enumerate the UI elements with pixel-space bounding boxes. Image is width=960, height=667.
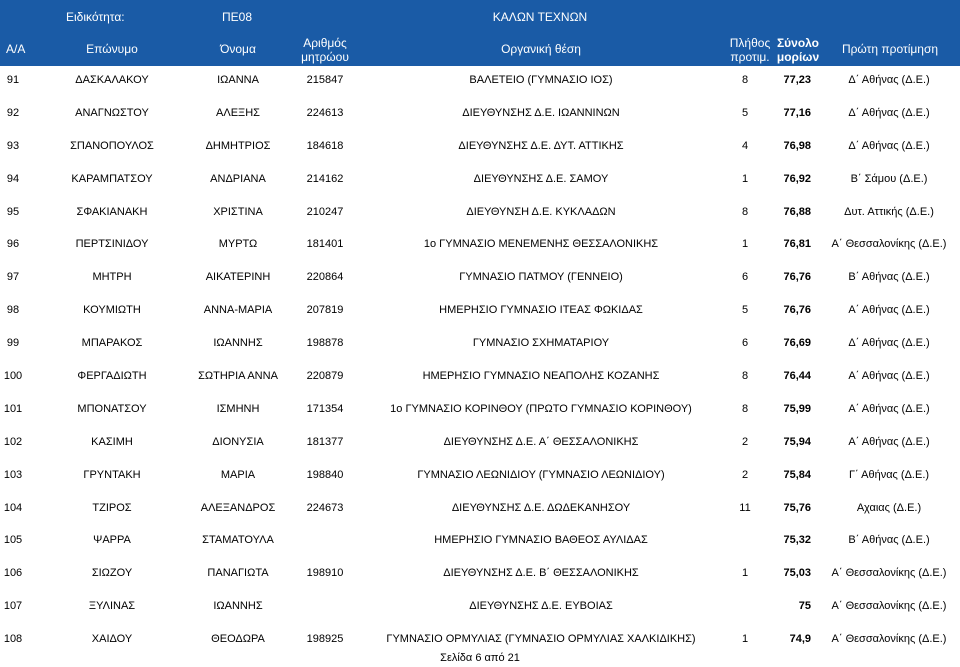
cell-pref-count: 11 bbox=[739, 501, 751, 514]
cell-name: ΣΤΑΜΑΤΟΥΛΑ bbox=[202, 534, 274, 547]
col-points-header-line2: μορίων bbox=[776, 50, 820, 64]
cell-name: ΑΛΕΞΗΣ bbox=[216, 106, 260, 119]
cell-reg-number: 207819 bbox=[306, 304, 344, 317]
cell-first-pref: Β΄ Αθήνας (Δ.Ε.) bbox=[848, 271, 930, 284]
cell-pref-count: 2 bbox=[741, 468, 749, 481]
cell-aa: 93 bbox=[6, 139, 20, 152]
cell-position: ΔΙΕΥΘΥΝΣΗΣ Δ.Ε. ΣΑΜΟΥ bbox=[473, 172, 609, 185]
table-row bbox=[0, 130, 960, 163]
cell-points: 76,88 bbox=[783, 205, 811, 218]
cell-position: ΒΑΛΕΤΕΙΟ (ΓΥΜΝΑΣΙΟ ΙΟΣ) bbox=[469, 74, 613, 86]
cell-surname: ΚΑΣΙΜΗ bbox=[91, 435, 133, 448]
table-row bbox=[0, 196, 960, 229]
col-reg-header-line1: Αριθμός bbox=[303, 36, 347, 50]
cell-position: ΔΙΕΥΘΥΝΣΗΣ Δ.Ε. Β΄ ΘΕΣΣΑΛΟΝΙΚΗΣ bbox=[443, 567, 639, 580]
cell-position: ΔΙΕΥΘΥΝΣΗΣ Δ.Ε. ΙΩΑΝΝΙΝΩΝ bbox=[462, 106, 620, 119]
cell-position: ΔΙΕΥΘΥΝΣΗΣ Δ.Ε. Α΄ ΘΕΣΣΑΛΟΝΙΚΗΣ bbox=[443, 435, 639, 448]
cell-position: ΗΜΕΡΗΣΙΟ ΓΥΜΝΑΣΙΟ ΝΕΑΠΟΛΗΣ ΚΟΖΑΝΗΣ bbox=[422, 370, 660, 383]
table-row bbox=[0, 261, 960, 294]
cell-name: ΑΝΔΡΙΑΝΑ bbox=[210, 172, 266, 185]
cell-aa: 100 bbox=[3, 370, 23, 383]
cell-first-pref: Α΄ Θεσσαλονίκης (Δ.Ε.) bbox=[831, 633, 947, 646]
cell-first-pref: Β΄ Σάμου (Δ.Ε.) bbox=[850, 172, 928, 185]
cell-pref-count: 5 bbox=[741, 106, 749, 119]
cell-reg-number: 220879 bbox=[306, 370, 344, 383]
cell-first-pref: Α΄ Αθήνας (Δ.Ε.) bbox=[848, 435, 930, 448]
cell-pref-count: 8 bbox=[741, 74, 749, 86]
cell-surname: ΣΠΑΝΟΠΟΥΛΟΣ bbox=[70, 139, 154, 152]
cell-pref-count: 1 bbox=[741, 633, 749, 646]
cell-points: 76,76 bbox=[783, 304, 811, 317]
table-row bbox=[0, 327, 960, 360]
cell-reg-number: 171354 bbox=[306, 402, 344, 415]
col-count-header-line1: Πλήθος bbox=[729, 36, 771, 50]
cell-first-pref: Α΄ Θεσσαλονίκης (Δ.Ε.) bbox=[831, 238, 947, 251]
specialty-label: Ειδικότητα: bbox=[66, 10, 125, 24]
cell-name: ΙΣΜΗΝΗ bbox=[216, 402, 260, 415]
cell-first-pref: Δ΄ Αθήνας (Δ.Ε.) bbox=[848, 74, 930, 86]
table-row bbox=[0, 97, 960, 130]
cell-reg-number: 198840 bbox=[306, 468, 344, 481]
cell-first-pref: Γ΄ Αθήνας (Δ.Ε.) bbox=[848, 468, 930, 481]
cell-name: ΙΩΑΝΝΑ bbox=[217, 74, 259, 86]
col-name-header: Όνομα bbox=[220, 42, 256, 56]
cell-points: 75,76 bbox=[783, 501, 811, 514]
col-aa-header: Α/Α bbox=[6, 42, 26, 56]
cell-aa: 104 bbox=[3, 501, 23, 514]
col-points-header-line1: Σύνολο bbox=[776, 36, 820, 50]
table-row bbox=[0, 459, 960, 492]
cell-points: 75 bbox=[798, 600, 811, 613]
table-row bbox=[0, 492, 960, 525]
cell-first-pref: Α΄ Θεσσαλονίκης (Δ.Ε.) bbox=[831, 600, 947, 613]
cell-position: ΔΙΕΥΘΥΝΣΗΣ Δ.Ε. ΕΥΒΟΙΑΣ bbox=[469, 600, 613, 613]
cell-aa: 96 bbox=[6, 238, 20, 251]
cell-reg-number: 224613 bbox=[306, 106, 344, 119]
cell-surname: ΠΕΡΤΣΙΝΙΔΟΥ bbox=[75, 238, 149, 251]
cell-points: 76,44 bbox=[783, 370, 811, 383]
cell-surname: ΓΡΥΝΤΑΚΗ bbox=[83, 468, 141, 481]
cell-first-pref: Δυτ. Αττικής (Δ.Ε.) bbox=[844, 205, 934, 218]
col-reg-header-line2: μητρώου bbox=[301, 50, 349, 64]
cell-reg-number: 215847 bbox=[306, 74, 344, 86]
cell-points: 75,99 bbox=[783, 402, 811, 415]
cell-name: ΔΙΟΝΥΣΙΑ bbox=[212, 435, 264, 448]
cell-aa: 92 bbox=[6, 106, 20, 119]
col-position-header: Οργανική θέση bbox=[501, 42, 581, 56]
cell-surname: ΦΕΡΓΑΔΙΩΤΗ bbox=[77, 370, 147, 383]
cell-pref-count: 8 bbox=[741, 205, 749, 218]
cell-reg-number: 214162 bbox=[306, 172, 344, 185]
table-row bbox=[0, 294, 960, 327]
cell-pref-count: 6 bbox=[741, 337, 749, 350]
cell-surname: ΨΑΡΡΑ bbox=[93, 534, 131, 547]
cell-pref-count: 4 bbox=[741, 139, 749, 152]
meta-header-band bbox=[0, 0, 960, 33]
cell-points: 77,23 bbox=[783, 74, 811, 86]
table-row bbox=[0, 393, 960, 426]
cell-name: ΧΡΙΣΤΙΝΑ bbox=[213, 205, 263, 218]
cell-reg-number: 210247 bbox=[306, 205, 344, 218]
cell-pref-count: 5 bbox=[741, 304, 749, 317]
cell-points: 76,81 bbox=[783, 238, 811, 251]
cell-aa: 102 bbox=[3, 435, 23, 448]
cell-points: 75,84 bbox=[783, 468, 811, 481]
cell-name: ΑΝΝΑ-ΜΑΡΙΑ bbox=[203, 304, 273, 317]
cell-name: ΘΕΟΔΩΡΑ bbox=[211, 633, 265, 646]
cell-aa: 106 bbox=[3, 567, 23, 580]
cell-reg-number: 224673 bbox=[306, 501, 344, 514]
cell-first-pref: Δ΄ Αθήνας (Δ.Ε.) bbox=[848, 337, 930, 350]
cell-position: 1ο ΓΥΜΝΑΣΙΟ ΜΕΝΕΜΕΝΗΣ ΘΕΣΣΑΛΟΝΙΚΗΣ bbox=[423, 238, 659, 251]
cell-reg-number: 220864 bbox=[306, 271, 344, 284]
list-title: ΚΑΛΩΝ ΤΕΧΝΩΝ bbox=[492, 10, 588, 24]
cell-aa: 98 bbox=[6, 304, 20, 317]
cell-position: ΗΜΕΡΗΣΙΟ ΓΥΜΝΑΣΙΟ ΙΤΕΑΣ ΦΩΚΙΔΑΣ bbox=[439, 304, 643, 317]
cell-surname: ΔΑΣΚΑΛΑΚΟΥ bbox=[75, 74, 149, 86]
cell-aa: 91 bbox=[6, 74, 20, 86]
results-table-body bbox=[0, 64, 960, 656]
cell-position: ΔΙΕΥΘΥΝΣΗ Δ.Ε. ΚΥΚΛΑΔΩΝ bbox=[466, 205, 616, 218]
cell-aa: 103 bbox=[3, 468, 23, 481]
cell-first-pref: Α΄ Αθήνας (Δ.Ε.) bbox=[848, 370, 930, 383]
cell-name: ΑΙΚΑΤΕΡΙΝΗ bbox=[205, 271, 271, 284]
cell-surname: ΜΠΑΡΑΚΟΣ bbox=[81, 337, 143, 350]
table-row bbox=[0, 163, 960, 196]
cell-name: ΜΑΡΙΑ bbox=[220, 468, 256, 481]
cell-reg-number: 198925 bbox=[306, 633, 344, 646]
cell-reg-number: 184618 bbox=[306, 139, 344, 152]
cell-reg-number: 181401 bbox=[306, 238, 344, 251]
cell-reg-number: 181377 bbox=[306, 435, 344, 448]
cell-name: ΙΩΑΝΝΗΣ bbox=[213, 337, 263, 350]
cell-points: 75,03 bbox=[783, 567, 811, 580]
cell-points: 77,16 bbox=[783, 106, 811, 119]
cell-surname: ΚΟΥΜΙΩΤΗ bbox=[83, 304, 141, 317]
cell-reg-number: 198878 bbox=[306, 337, 344, 350]
table-row bbox=[0, 228, 960, 261]
col-count-header bbox=[730, 36, 770, 64]
cell-points: 76,76 bbox=[783, 271, 811, 284]
cell-pref-count: 1 bbox=[741, 238, 749, 251]
cell-points: 76,98 bbox=[783, 139, 811, 152]
col-surname-header: Επώνυμο bbox=[86, 42, 138, 56]
cell-points: 76,92 bbox=[783, 172, 811, 185]
cell-position: ΔΙΕΥΘΥΝΣΗΣ Δ.Ε. ΔΩΔΕΚΑΝΗΣΟΥ bbox=[451, 501, 631, 514]
cell-pref-count: 1 bbox=[741, 172, 749, 185]
cell-aa: 107 bbox=[3, 600, 23, 613]
cell-points: 75,94 bbox=[783, 435, 811, 448]
cell-position: ΓΥΜΝΑΣΙΟ ΟΡΜΥΛΙΑΣ (ΓΥΜΝΑΣΙΟ ΟΡΜΥΛΙΑΣ ΧΑΛΚΙΔΙΚΗΣ) bbox=[386, 633, 696, 646]
cell-first-pref: Δ΄ Αθήνας (Δ.Ε.) bbox=[848, 139, 930, 152]
table-row bbox=[0, 64, 960, 97]
table-row bbox=[0, 360, 960, 393]
cell-name: ΜΥΡΤΩ bbox=[218, 238, 258, 251]
cell-reg-number: 198910 bbox=[306, 567, 344, 580]
cell-points: 74,9 bbox=[789, 633, 811, 646]
cell-name: ΣΩΤΗΡΙΑ ΑΝΝΑ bbox=[198, 370, 278, 383]
cell-surname: ΚΑΡΑΜΠΑΤΣΟΥ bbox=[71, 172, 153, 185]
table-row bbox=[0, 557, 960, 590]
cell-position: ΔΙΕΥΘΥΝΣΗΣ Δ.Ε. ΔΥΤ. ΑΤΤΙΚΗΣ bbox=[458, 139, 624, 152]
cell-first-pref: Α΄ Θεσσαλονίκης (Δ.Ε.) bbox=[831, 567, 947, 580]
table-row bbox=[0, 590, 960, 623]
cell-points: 75,32 bbox=[783, 534, 811, 547]
cell-aa: 108 bbox=[3, 633, 23, 646]
col-points-header bbox=[777, 36, 819, 64]
cell-position: ΓΥΜΝΑΣΙΟ ΠΑΤΜΟΥ (ΓΕΝΝΕΙΟ) bbox=[459, 271, 623, 284]
cell-surname: ΞΥΛΙΝΑΣ bbox=[88, 600, 136, 613]
cell-position: 1ο ΓΥΜΝΑΣΙΟ ΚΟΡΙΝΘΟΥ (ΠΡΩΤΟ ΓΥΜΝΑΣΙΟ ΚΟΡΙΝΘΟΥ) bbox=[390, 402, 692, 415]
cell-first-pref: Β΄ Αθήνας (Δ.Ε.) bbox=[848, 534, 930, 547]
cell-points: 76,69 bbox=[783, 337, 811, 350]
cell-name: ΙΩΑΝΝΗΣ bbox=[213, 600, 263, 613]
column-header-band bbox=[0, 33, 960, 66]
table-row bbox=[0, 524, 960, 557]
cell-pref-count: 1 bbox=[741, 567, 749, 580]
cell-pref-count: 8 bbox=[741, 370, 749, 383]
cell-first-pref: Δ΄ Αθήνας (Δ.Ε.) bbox=[848, 106, 930, 119]
col-pref-header: Πρώτη προτίμηση bbox=[841, 42, 939, 56]
cell-surname: ΑΝΑΓΝΩΣΤΟΥ bbox=[75, 106, 149, 119]
cell-name: ΔΗΜΗΤΡΙΟΣ bbox=[205, 139, 271, 152]
table-row bbox=[0, 426, 960, 459]
cell-surname: ΧΑΙΔΟΥ bbox=[91, 633, 133, 646]
cell-surname: ΣΙΩΖΟΥ bbox=[91, 567, 133, 580]
cell-pref-count: 6 bbox=[741, 271, 749, 284]
cell-aa: 105 bbox=[3, 534, 23, 547]
cell-pref-count: 2 bbox=[741, 435, 749, 448]
specialty-value: ΠΕ08 bbox=[222, 10, 253, 24]
cell-aa: 99 bbox=[6, 337, 20, 350]
cell-position: ΓΥΜΝΑΣΙΟ ΛΕΩΝΙΔΙΟΥ (ΓΥΜΝΑΣΙΟ ΛΕΩΝΙΔΙΟΥ) bbox=[417, 468, 665, 481]
cell-first-pref: Αχαιας (Δ.Ε.) bbox=[856, 501, 922, 514]
cell-first-pref: Α΄ Αθήνας (Δ.Ε.) bbox=[848, 304, 930, 317]
cell-aa: 95 bbox=[6, 205, 20, 218]
cell-pref-count: 8 bbox=[741, 402, 749, 415]
cell-aa: 97 bbox=[6, 271, 20, 284]
cell-surname: ΜΗΤΡΗ bbox=[92, 271, 132, 284]
cell-first-pref: Α΄ Αθήνας (Δ.Ε.) bbox=[848, 402, 930, 415]
cell-name: ΑΛΕΞΑΝΔΡΟΣ bbox=[200, 501, 276, 514]
cell-surname: ΣΦΑΚΙΑΝΑΚΗ bbox=[76, 205, 148, 218]
cell-aa: 94 bbox=[6, 172, 20, 185]
cell-position: ΗΜΕΡΗΣΙΟ ΓΥΜΝΑΣΙΟ ΒΑΘΕΟΣ ΑΥΛΙΔΑΣ bbox=[434, 534, 648, 547]
page-number: Σελίδα 6 από 21 bbox=[440, 652, 520, 664]
cell-aa: 101 bbox=[3, 402, 23, 415]
cell-surname: ΜΠΟΝΑΤΣΟΥ bbox=[77, 402, 147, 415]
col-reg-header bbox=[301, 36, 349, 64]
cell-surname: ΤΖΙΡΟΣ bbox=[92, 501, 132, 514]
cell-name: ΠΑΝΑΓΙΩΤΑ bbox=[207, 567, 269, 580]
cell-position: ΓΥΜΝΑΣΙΟ ΣΧΗΜΑΤΑΡΙΟΥ bbox=[472, 337, 610, 350]
col-count-header-line2: προτιμ. bbox=[730, 50, 770, 64]
